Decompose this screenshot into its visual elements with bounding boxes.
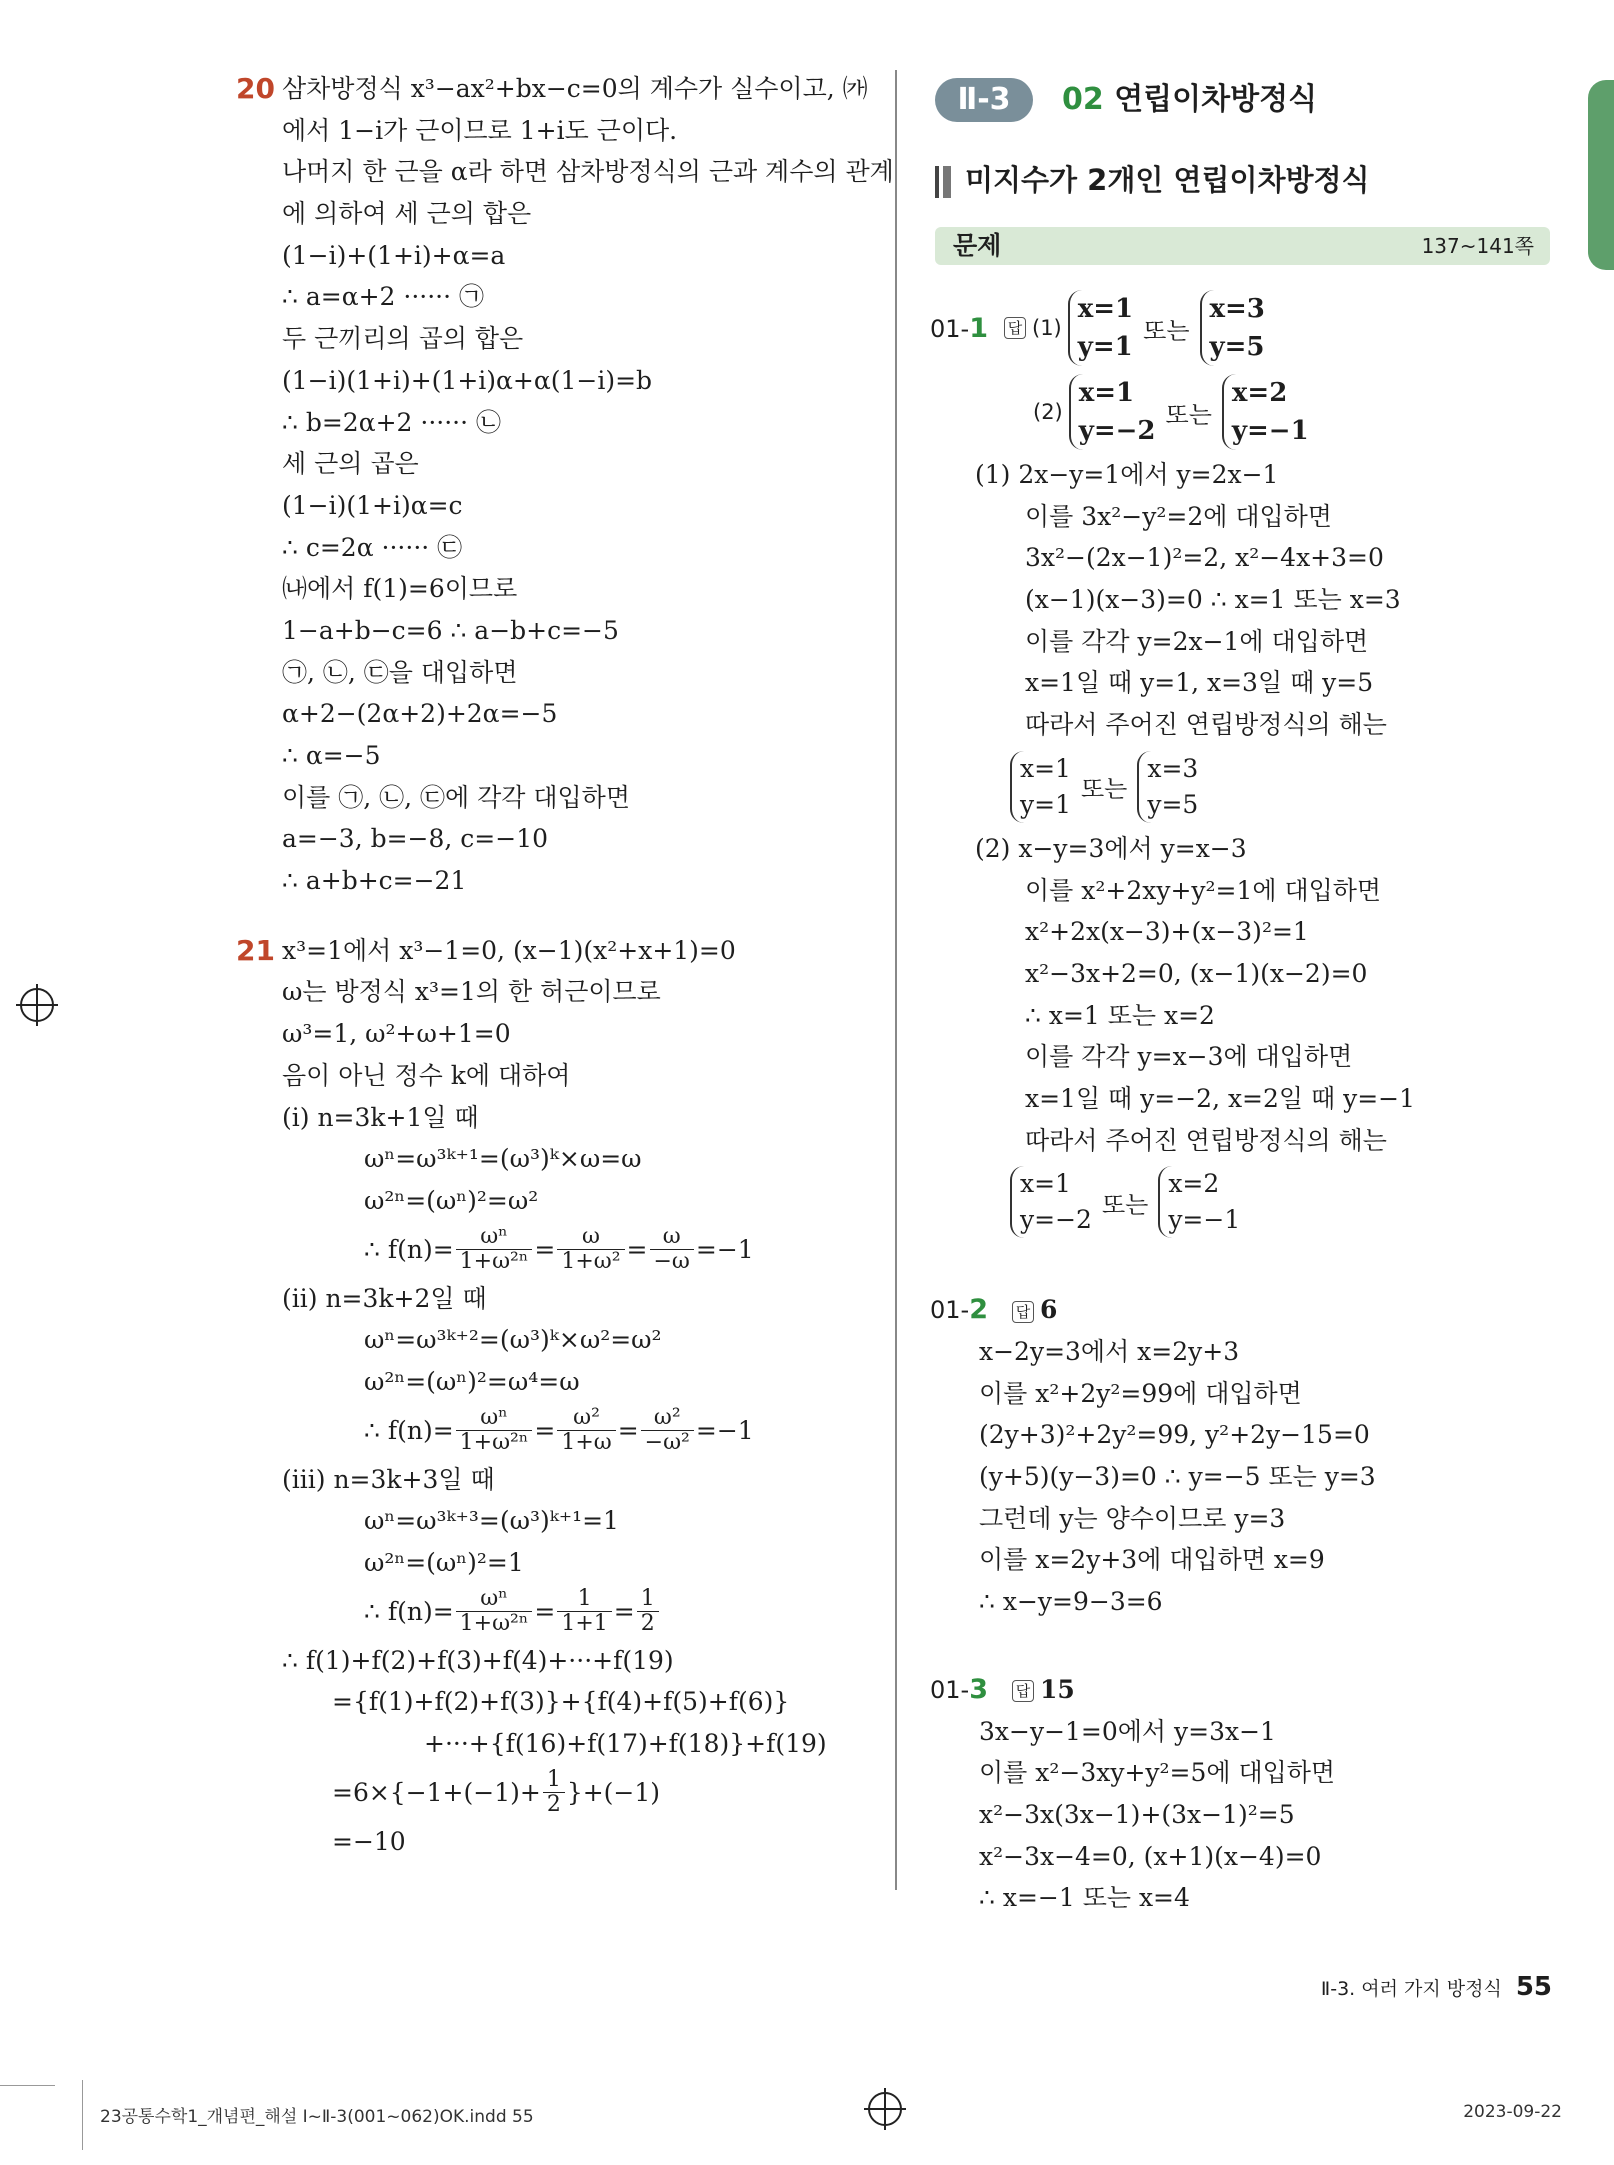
- text-line: 따라서 주어진 연립방정식의 해는: [1025, 710, 1387, 740]
- registration-mark-icon: [868, 2092, 902, 2126]
- text-line: 그런데 y는 양수이므로 y=3: [979, 1503, 1286, 1533]
- side-tab: [1588, 80, 1614, 270]
- text-line: ㈏에서 f(1)=6이므로: [282, 574, 518, 604]
- text-line: ∴ x−y=9−3=6: [979, 1587, 1163, 1617]
- text-line: 3x−y−1=0에서 y=3x−1: [979, 1716, 1276, 1746]
- text-line: x−2y=3에서 x=2y+3: [979, 1337, 1240, 1366]
- text-line: x=1일 때 y=1, x=3일 때 y=5: [1025, 668, 1374, 698]
- answer-01-3: 01-3 답 15: [930, 1673, 1075, 1705]
- text-line: x²−3x+2=0, (x−1)(x−2)=0: [1025, 958, 1368, 988]
- text-line: 이를 x²+2xy+y²=1에 대입하면: [1025, 875, 1382, 905]
- text-line: ∴ x=1 또는 x=2: [1025, 1000, 1215, 1030]
- problem-number-21: 21: [236, 933, 275, 967]
- text-line: 두 근끼리의 곱의 합은: [282, 324, 524, 354]
- right-column: [930, 286, 1560, 1919]
- text-line: 따라서 주어진 연립방정식의 해는: [1025, 1125, 1387, 1155]
- section-tag: Ⅱ-3: [935, 78, 1033, 122]
- text-line: (ⅰ) n=3k+1일 때: [282, 1102, 479, 1132]
- text-line: ∴ b=2α+2 ······ ㉡: [282, 407, 502, 437]
- page-footer: Ⅱ-3. 여러 가지 방정식 55: [1320, 1972, 1552, 2002]
- text-line: +···+{f(16)+f(17)+f(18)}+f(19): [424, 1729, 827, 1759]
- text-line: ωⁿ=ω³ᵏ⁺²=(ω³)ᵏ×ω²=ω²: [364, 1325, 662, 1355]
- answer-01-1-part1: 01-1 답 (1) x=1 y=1 또는 x=3 y=5: [930, 286, 1560, 370]
- solution-system: x=1 y=1 또는 x=3 y=5: [930, 746, 1560, 828]
- file-name: 23공통수학1_개념편_해설 Ⅰ~Ⅱ-3(001~062)OK.indd 55: [100, 2107, 534, 2127]
- text-line: ∴ α=−5: [282, 741, 381, 770]
- text-line: 나머지 한 근을 α라 하면 삼차방정식의 근과 계수의 관계: [282, 157, 894, 187]
- left-column: [282, 68, 922, 1862]
- text-line: ={f(1)+f(2)+f(3)}+{f(4)+f(5)+f(6)}: [332, 1687, 790, 1717]
- problem-bar: 문제 137~141쪽: [935, 227, 1550, 265]
- text-line: x=1일 때 y=−2, x=2일 때 y=−1: [1025, 1083, 1416, 1113]
- text-line: 이를 x=2y+3에 대입하면 x=9: [979, 1545, 1325, 1575]
- text-line: ∴ x=−1 또는 x=4: [979, 1883, 1190, 1913]
- crop-line: [82, 2080, 83, 2150]
- text-line: a=−3, b=−8, c=−10: [282, 824, 549, 854]
- text-line: 이를 x²−3xy+y²=5에 대입하면: [979, 1758, 1336, 1788]
- text-line: ωⁿ=ω³ᵏ⁺¹=(ω³)ᵏ×ω=ω: [364, 1144, 642, 1174]
- crop-line: [0, 2085, 55, 2086]
- text-line: 에 의하여 세 근의 합은: [282, 199, 532, 229]
- text-line: ㉠, ㉡, ㉢을 대입하면: [282, 657, 518, 687]
- fraction-line: ∴ f(n)= $\frac{\text{ωⁿ}}{\text{1+ω²ⁿ}}$ = $\frac{1}{1+1}$ = $\frac{1}{2}$: [282, 1584, 922, 1640]
- text-line: x²+2x(x−3)+(x−3)²=1: [1025, 917, 1309, 947]
- text-line: (ⅲ) n=3k+3일 때: [282, 1464, 495, 1494]
- text-line: =−10: [332, 1826, 406, 1856]
- fraction-line: ∴ f(n)= $\frac{\text{ωⁿ}}{\text{1+ω²ⁿ}}$ = $\frac{\text{ω²}}{1+\omega}$ = $\frac{\text{ω²}}{\text{−ω²}}$ =−1: [364, 1405, 754, 1456]
- text-line: (1−i)(1+i)α=c: [282, 490, 463, 520]
- print-date: 2023-09-22: [1463, 2102, 1562, 2122]
- solution-21: [282, 930, 922, 1863]
- answer-01-2: 01-2 답 6: [930, 1294, 1058, 1326]
- text-line: (1−i)(1+i)+(1+i)α+α(1−i)=b: [282, 365, 653, 395]
- text-line: α+2−(2α+2)+2α=−5: [282, 699, 558, 729]
- text-line: 3x²−(2x−1)²=2, x²−4x+3=0: [1025, 543, 1384, 573]
- text-line: 삼차방정식 x³−ax²+bx−c=0의 계수가 실수이고, ㈎: [282, 74, 868, 103]
- text-line: 이를 ㉠, ㉡, ㉢에 각각 대입하면: [282, 782, 630, 812]
- text-line: ω는 방정식 x³=1의 한 허근이므로: [282, 977, 661, 1007]
- text-line: (x−1)(x−3)=0 ∴ x=1 또는 x=3: [1025, 585, 1401, 615]
- answer-01-1-part2: (2) x=1 y=−2 또는 x=2 y=−1: [930, 370, 1560, 454]
- text-line: 음이 아닌 정수 k에 대하여: [282, 1060, 571, 1090]
- text-line: (2) x−y=3에서 y=x−3: [975, 833, 1247, 863]
- text-line: 이를 각각 y=x−3에 대입하면: [1025, 1042, 1353, 1072]
- subsection-heading: 미지수가 2개인 연립이차방정식: [935, 158, 1370, 202]
- text-line: x²−3x−4=0, (x+1)(x−4)=0: [979, 1841, 1322, 1871]
- text-line: (2y+3)²+2y²=99, y²+2y−15=0: [979, 1420, 1370, 1450]
- text-line: 세 근의 곱은: [282, 449, 419, 479]
- text-line: ∴ f(1)+f(2)+f(3)+f(4)+···+f(19): [282, 1645, 674, 1675]
- text-line: 1−a+b−c=6 ∴ a−b+c=−5: [282, 615, 619, 645]
- solution-system: x=1 y=−2 또는 x=2 y=−1: [930, 1161, 1560, 1243]
- text-line: (y+5)(y−3)=0 ∴ y=−5 또는 y=3: [979, 1462, 1376, 1492]
- problem-number-20: 20: [236, 72, 275, 105]
- text-line: ∴ c=2α ······ ㉢: [282, 532, 463, 562]
- text-line: (ⅱ) n=3k+2일 때: [282, 1283, 487, 1313]
- registration-mark-icon: [20, 988, 54, 1022]
- text-line: (1−i)+(1+i)+α=a: [282, 240, 506, 270]
- text-line: 이를 각각 y=2x−1에 대입하면: [1025, 626, 1369, 656]
- text-line: x³=1에서 x³−1=0, (x−1)(x²+x+1)=0: [282, 935, 736, 965]
- solution-20: [282, 68, 922, 902]
- text-line: ω³=1, ω²+ω+1=0: [282, 1019, 511, 1049]
- text-line: ωⁿ=ω³ᵏ⁺³=(ω³)ᵏ⁺¹=1: [364, 1506, 619, 1536]
- text-line: ω²ⁿ=(ωⁿ)²=ω²: [364, 1185, 539, 1215]
- fraction-line: =6×{−1+(−1)+ $\frac{1}{2}$ }+(−1): [332, 1767, 661, 1818]
- text-line: 이를 3x²−y²=2에 대입하면: [1025, 501, 1332, 531]
- text-line: ω²ⁿ=(ωⁿ)²=1: [364, 1548, 524, 1577]
- text-line: x²−3x(3x−1)+(3x−1)²=5: [979, 1799, 1295, 1829]
- text-line: (1) 2x−y=1에서 y=2x−1: [975, 460, 1279, 489]
- text-line: ∴ a=α+2 ······ ㉠: [282, 282, 485, 312]
- text-line: ∴ a+b+c=−21: [282, 866, 467, 896]
- text-line: 에서 1−i가 근이므로 1+i도 근이다.: [282, 115, 678, 145]
- fraction-line: ∴ f(n)= $\frac{\text{ωⁿ}}{\text{1+ω²ⁿ}}$ = $\frac{\omega}{\text{1+ω²}}$ = $\frac{\omega}{-\omega}$ =−1: [364, 1224, 754, 1275]
- text-line: ω²ⁿ=(ωⁿ)²=ω⁴=ω: [364, 1366, 580, 1396]
- text-line: 이를 x²+2y²=99에 대입하면: [979, 1378, 1302, 1408]
- section-title: 02 연립이차방정식: [1062, 82, 1318, 117]
